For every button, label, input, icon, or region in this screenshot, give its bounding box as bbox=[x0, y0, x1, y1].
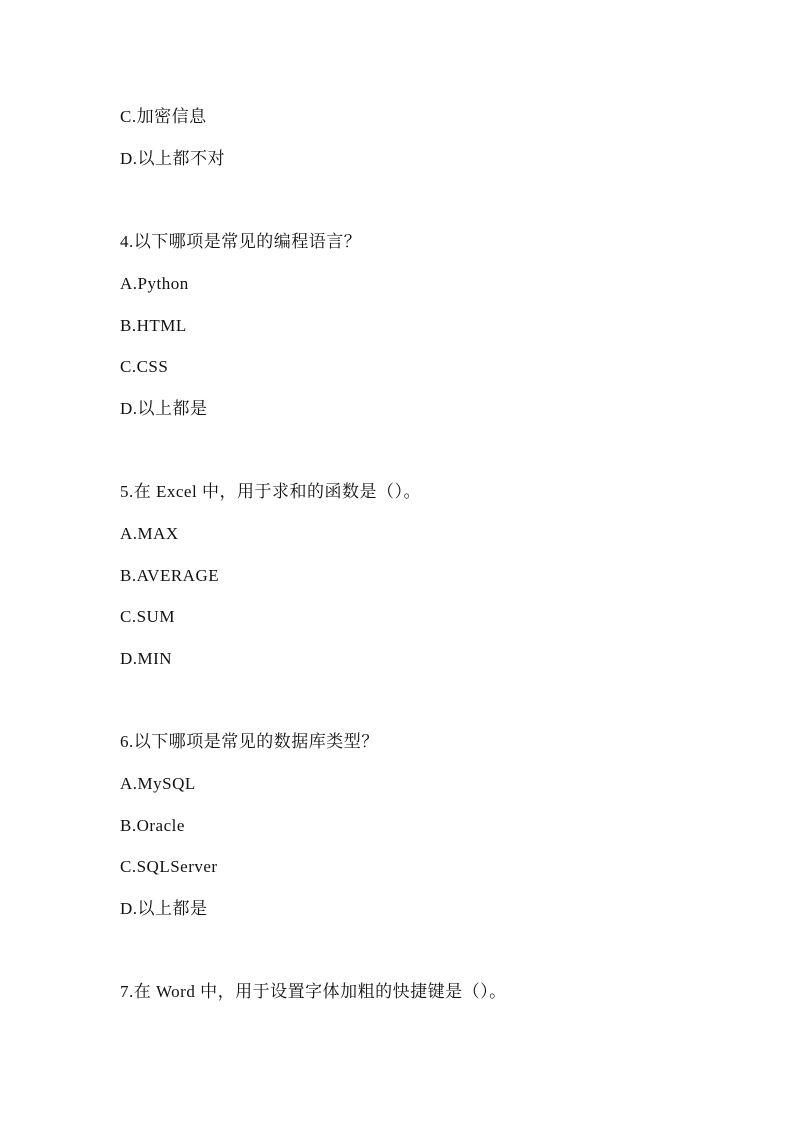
question-4-option-a: A.Python bbox=[120, 274, 189, 293]
question-6-option-d: D.以上都是 bbox=[120, 899, 208, 918]
question-4-stem: 4.以下哪项是常见的编程语言？ bbox=[120, 232, 362, 251]
question-5-option-d: D.MIN bbox=[120, 649, 173, 668]
question-6-option-b: B.Oracle bbox=[120, 816, 185, 835]
question-5-stem: 5.在 Excel 中，用于求和的函数是（）。 bbox=[120, 482, 421, 501]
question-3-option-d: D.以上都不对 bbox=[120, 149, 226, 168]
question-3-option-c: C.加密信息 bbox=[120, 107, 207, 126]
question-6-stem: 6.以下哪项是常见的数据库类型？ bbox=[120, 732, 379, 751]
question-6-option-a: A.MySQL bbox=[120, 774, 196, 793]
question-5-option-b: B.AVERAGE bbox=[120, 566, 220, 585]
question-4-option-b: B.HTML bbox=[120, 316, 187, 335]
question-6-option-c: C.SQLServer bbox=[120, 857, 218, 876]
question-5-option-a: A.MAX bbox=[120, 524, 179, 543]
question-7-stem: 7.在 Word 中，用于设置字体加粗的快捷键是（）。 bbox=[120, 982, 507, 1001]
question-5-option-c: C.SUM bbox=[120, 607, 175, 626]
question-4-option-d: D.以上都是 bbox=[120, 399, 208, 418]
question-4-option-c: C.CSS bbox=[120, 357, 169, 376]
